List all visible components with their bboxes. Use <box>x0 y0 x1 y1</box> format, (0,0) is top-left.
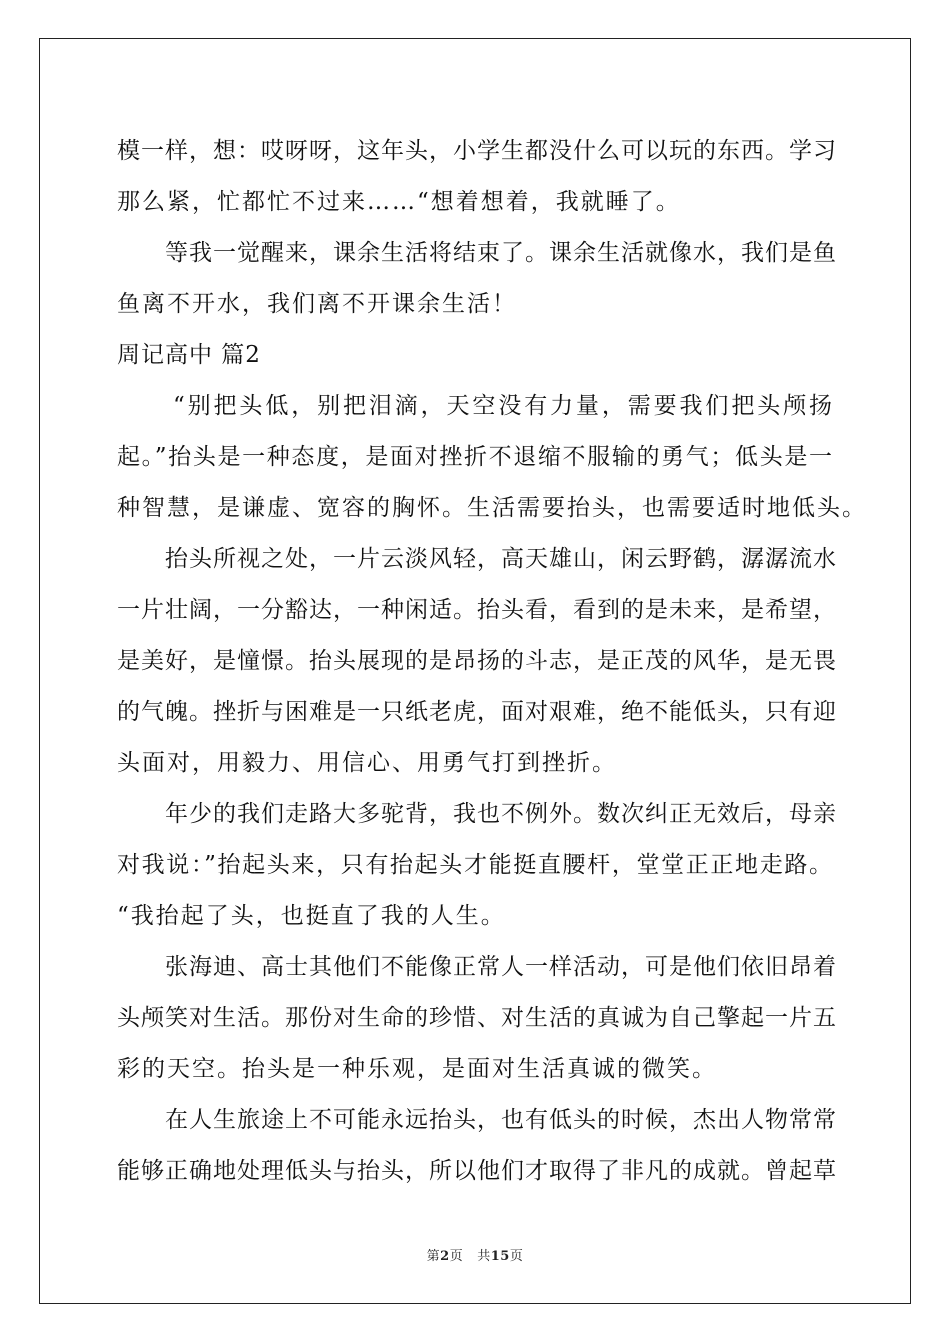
page-suffix: 页 <box>449 1249 464 1264</box>
page-number: 2 <box>440 1249 450 1264</box>
text-line: 一片壮阔，一分豁达，一种闲适。抬头看，看到的是未来，是希望， <box>117 597 837 623</box>
text-line: 彩的天空。抬头是一种乐观，是面对生活真诚的微笑。 <box>117 1056 717 1082</box>
text-line: 鱼离不开水，我们离不开课余生活！ <box>117 291 517 317</box>
paragraph-first-line: 等我一觉醒来，课余生活将结束了。课余生活就像水，我们是鱼 <box>165 240 837 266</box>
document-body <box>117 126 867 1197</box>
text-line: “我抬起了头，也挺直了我的人生。 <box>117 903 506 929</box>
paragraph-first-line: 抬头所视之处，一片云淡风轻，高天雄山，闲云野鹤，潺潺流水 <box>165 546 837 572</box>
total-prefix: 共 <box>477 1249 491 1264</box>
paragraph-first-line: 在人生旅途上不可能永远抬头，也有低头的时候，杰出人物常常 <box>165 1107 837 1133</box>
section-heading: 周记高中 篇2 <box>117 342 261 368</box>
text-line: 起。”抬头是一种态度，是面对挫折不退缩不服输的勇气；低头是一 <box>117 444 833 470</box>
page-prefix: 第 <box>426 1249 441 1264</box>
text-line: 那么紧，忙都忙不过来……“想着想着，我就睡了。 <box>117 189 681 215</box>
page-footer <box>0 1245 950 1264</box>
text-line: 种智慧，是谦虚、宽容的胸怀。生活需要抬头，也需要适时地低头。 <box>117 495 867 521</box>
text-line: 是美好，是憧憬。抬头展现的是昂扬的斗志，是正茂的风华，是无畏 <box>117 648 837 674</box>
paragraph-first-line: 年少的我们走路大多驼背，我也不例外。数次纠正无效后，母亲 <box>165 801 837 827</box>
paragraph-first-line: 张海迪、高士其他们不能像正常人一样活动，可是他们依旧昂着 <box>165 954 837 980</box>
text-line: 模一样，想：哎呀呀，这年头，小学生都没什么可以玩的东西。学习 <box>117 138 837 164</box>
total-pages: 15 <box>490 1249 510 1264</box>
paragraph-first-line: “别把头低，别把泪滴，天空没有力量，需要我们把头颅扬 <box>173 393 833 419</box>
total-suffix: 页 <box>509 1249 524 1264</box>
text-line: 头颅笑对生活。那份对生命的珍惜、对生活的真诚为自己擎起一片五 <box>117 1005 837 1031</box>
text-line: 能够正确地处理低头与抬头，所以他们才取得了非凡的成就。曾起草 <box>117 1158 837 1184</box>
text-line: 对我说：”抬起头来，只有抬起头才能挺直腰杆，堂堂正正地走路。 <box>117 852 833 878</box>
text-line: 的气魄。挫折与困难是一只纸老虎，面对艰难，绝不能低头，只有迎 <box>117 699 837 725</box>
text-line: 头面对，用毅力、用信心、用勇气打到挫折。 <box>117 750 617 776</box>
